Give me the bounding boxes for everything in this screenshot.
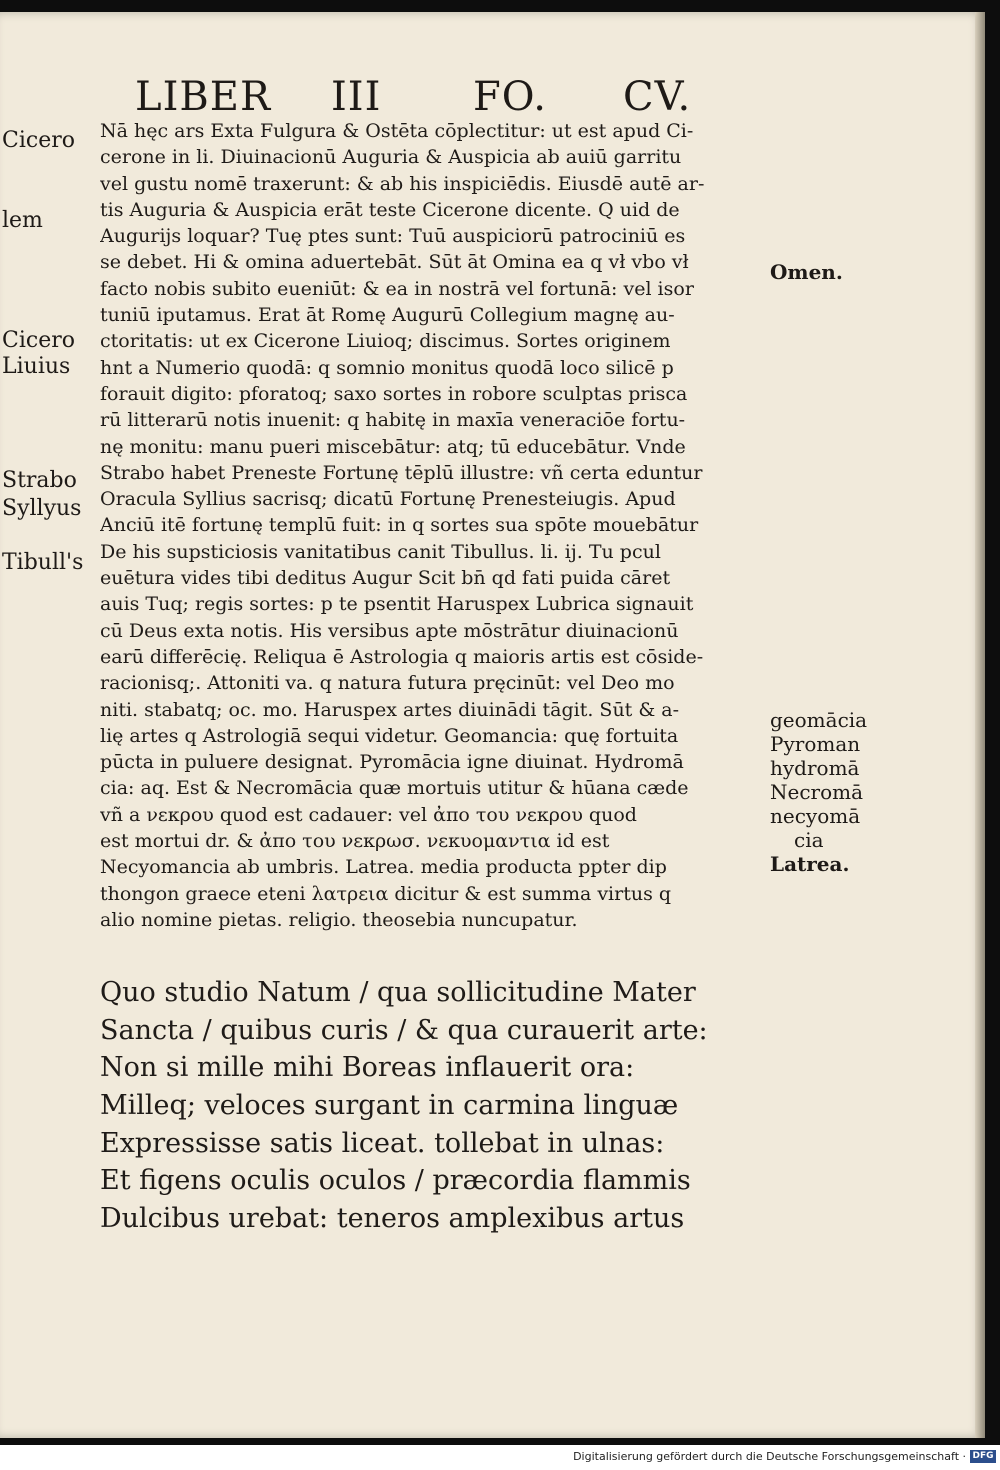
verse-line: Sancta / quibus curis / & qua curauerit arte: bbox=[100, 1014, 708, 1046]
text-line: alio nomine pietas. religio. theosebia nuncupatur. bbox=[100, 908, 578, 931]
verse-line: Milleq; veloces surgant in carmina linguæ bbox=[100, 1090, 679, 1122]
verse-line: Non si mille mihi Boreas inflauerit ora: bbox=[100, 1052, 635, 1084]
marginal-note: necyomā bbox=[770, 804, 861, 828]
text-line: euētura vides tibi deditus Augur Scit bn̄ qd fati puida cāret bbox=[100, 567, 671, 590]
marginal-note: lem bbox=[2, 208, 43, 233]
header-liber: LIBER bbox=[135, 74, 272, 120]
text-line: Anciū itē fortunę templū fuit: in q sortes sua spōte mouebātur bbox=[100, 514, 699, 537]
text-line: Strabo habet Preneste Fortunę tēplū illustre: vñ certa eduntur bbox=[100, 461, 703, 484]
marginal-note: hydromā bbox=[770, 756, 860, 780]
text-line: facto nobis subito eueniūt: & ea in nostrā vel fortunā: vel isor bbox=[100, 277, 694, 300]
header-fo: FO. bbox=[473, 74, 547, 120]
marginal-note: Necromā bbox=[770, 780, 864, 804]
marginal-note: Pyroman bbox=[770, 732, 861, 756]
text-line: tis Auguria & Auspicia erāt teste Cicerone dicente. Q uid de bbox=[100, 198, 680, 221]
marginal-note: Syllyus bbox=[2, 496, 82, 521]
marginal-note: Omen. bbox=[770, 260, 843, 284]
text-line: earū differēcię. Reliqua ē Astrologia q maioris artis est cōside- bbox=[100, 645, 704, 668]
text-line: tuniū iputamus. Erat āt Romę Augurū Collegium magnę au- bbox=[100, 304, 675, 327]
text-line: se debet. Hi & omina aduertebāt. Sūt āt Omina ea q vł vbo vł bbox=[100, 251, 689, 274]
prose-commentary bbox=[100, 118, 770, 933]
left-marginalia bbox=[0, 122, 84, 582]
text-line: cū Deus exta notis. His versibus apte mōstrātur diuinacionū bbox=[100, 619, 679, 642]
text-line: vel gustu nomē traxerunt: & ab his inspiciēdis. Eiusdē autē ar- bbox=[100, 172, 705, 195]
header-folio-number: CV. bbox=[623, 74, 692, 120]
book-page bbox=[0, 12, 985, 1438]
right-marginalia bbox=[770, 252, 900, 912]
dfg-logo-icon: DFG bbox=[970, 1450, 996, 1463]
text-line: Oracula Syllius sacrisq; dicatū Fortunę Prenesteiugis. Apud bbox=[100, 488, 676, 511]
verse-line: Dulcibus urebat: teneros amplexibus artus bbox=[100, 1203, 685, 1235]
verse-line: Et figens oculis oculos / præcordia flammis bbox=[100, 1165, 691, 1197]
text-line: nę monitu: manu pueri miscebātur: atq; tū educebātur. Vnde bbox=[100, 435, 686, 458]
marginal-note: Cicero bbox=[2, 328, 75, 353]
text-line: cia: aq. Est & Necromācia quæ mortuis utitur & hūana cæde bbox=[100, 777, 689, 800]
marginal-note: geomācia bbox=[770, 708, 868, 732]
text-line: lię artes q Astrologiā sequi videtur. Geomancia: quę fortuita bbox=[100, 724, 679, 747]
header-book-number: III bbox=[331, 74, 382, 120]
text-line: hnt a Numerio quodā: q somnio monitus quodā loco silicē p bbox=[100, 356, 674, 379]
credit-text: Digitalisierung gefördert durch die Deutsche Forschungsgemeinschaft · bbox=[573, 1449, 966, 1463]
verse-line: Expressisse satis liceat. tollebat in ulnas: bbox=[100, 1127, 665, 1159]
text-line: forauit digito: pforatoq; saxo sortes in robore sculptas prisca bbox=[100, 382, 688, 405]
text-line: auis Tuq; regis sortes: p te psentit Haruspex Lubrica signauit bbox=[100, 593, 694, 616]
text-line: rū litterarū notis inuenit: q habitę in maxīa veneraciōe fortu- bbox=[100, 409, 686, 432]
text-line: niti. stabatq; oc. mo. Haruspex artes diuinādi tāgit. Sūt & a- bbox=[100, 698, 680, 721]
text-line: ctoritatis: ut ex Cicerone Liuioq; discimus. Sortes originem bbox=[100, 330, 671, 353]
text-line: De his supsticiosis vanitatibus canit Tibullus. li. ij. Tu pcul bbox=[100, 540, 661, 563]
marginal-note: Latrea. bbox=[770, 852, 850, 876]
text-line: thongon graece eteni λατρεια dicitur & est summa virtus q bbox=[100, 882, 672, 905]
text-line: cerone in li. Diuinacionū Auguria & Auspicia ab auiū garritu bbox=[100, 146, 682, 169]
text-line: vñ a νεκρου quod est cadauer: vel ἀπο του νεκρου quod bbox=[100, 803, 637, 826]
verse-block bbox=[100, 974, 760, 1238]
text-line: est mortui dr. & ἀπο του νεκρωσ. νεκυομαντια id est bbox=[100, 830, 610, 853]
verse-line: Quo studio Natum / qua sollicitudine Mater bbox=[100, 977, 696, 1008]
marginal-note: cia bbox=[794, 828, 824, 852]
marginal-note: Cicero bbox=[2, 128, 75, 153]
page-edge bbox=[975, 12, 985, 1438]
marginal-note: Liuius bbox=[2, 354, 71, 379]
marginal-note: Strabo bbox=[2, 468, 77, 493]
text-line: Nā hęc ars Exta Fulgura & Ostēta cōplectitur: ut est apud Ci- bbox=[100, 120, 694, 142]
digitization-credit bbox=[573, 1448, 996, 1464]
text-line: pūcta in puluere designat. Pyromācia igne diuinat. Hydromā bbox=[100, 751, 684, 774]
text-line: Necyomancia ab umbris. Latrea. media producta ppter dip bbox=[100, 856, 667, 879]
marginal-note: Tibull's bbox=[2, 550, 84, 575]
text-line: Augurijs loquar? Tuę ptes sunt: Tuū auspiciorū patrociniū es bbox=[100, 225, 686, 248]
text-line: racionisq;. Attoniti va. q natura futura pręcinūt: vel Deo mo bbox=[100, 672, 675, 695]
